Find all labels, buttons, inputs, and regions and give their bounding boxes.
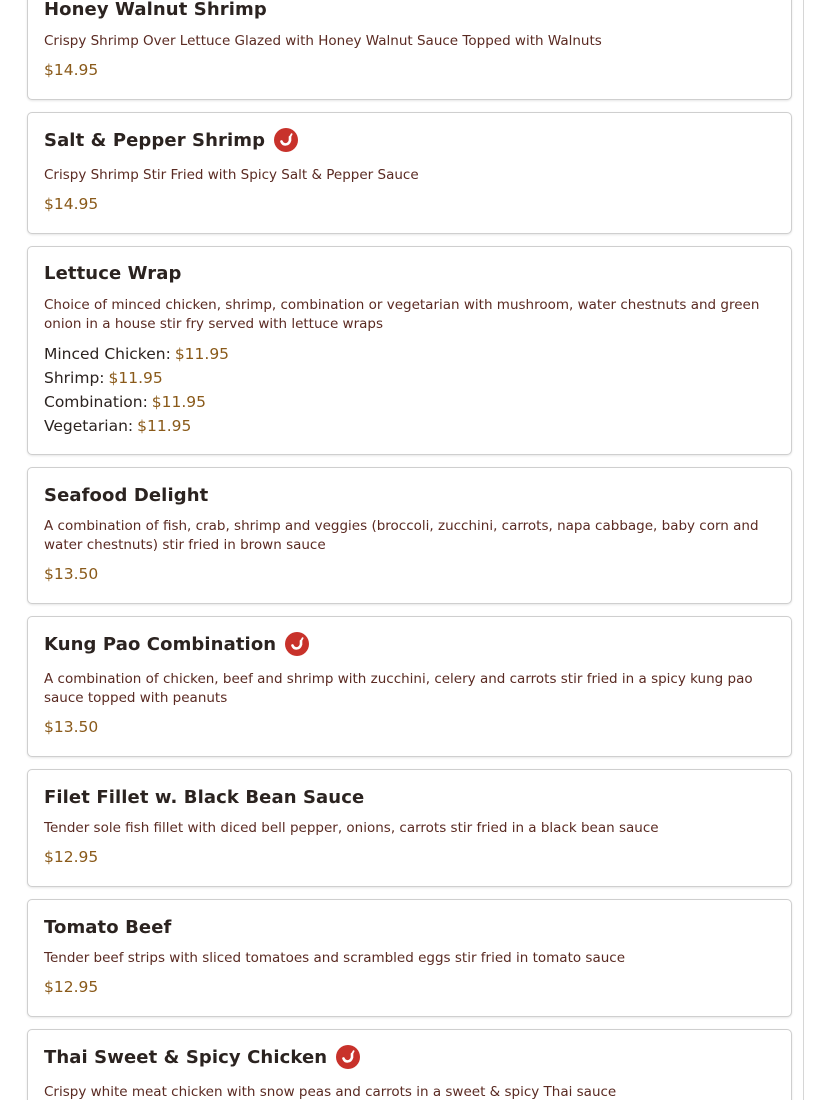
- option-label: Minced Chicken:: [44, 345, 171, 363]
- menu-item-description: Crispy white meat chicken with snow peas and carrots in a sweet & spicy Thai sauce: [44, 1084, 617, 1100]
- chili-pepper-icon: [336, 1045, 360, 1069]
- option-price: $11.95: [174, 345, 230, 363]
- menu-item-name: Salt & Pepper Shrimp: [44, 129, 266, 151]
- menu-item-name: Honey Walnut Shrimp: [44, 0, 267, 20]
- price-option: [44, 366, 775, 390]
- menu-item-price: $12.95: [44, 978, 99, 996]
- option-price: $11.95: [137, 417, 192, 435]
- price-option: [44, 414, 775, 438]
- menu-item-card[interactable]: [27, 0, 792, 100]
- menu-item-price: $13.50: [44, 718, 99, 736]
- chili-pepper-icon: [285, 632, 309, 656]
- menu-item-name: Tomato Beef: [44, 916, 172, 938]
- menu-item-price: $13.50: [44, 565, 99, 583]
- menu-item-description: Crispy Shrimp Over Lettuce Glazed with Honey Walnut Sauce Topped with Walnuts: [44, 33, 602, 49]
- menu-item-description: Crispy Shrimp Stir Fried with Spicy Salt & Pepper Sauce: [44, 167, 419, 183]
- price-options-list: [44, 342, 775, 438]
- price-option: [44, 342, 775, 366]
- option-price: $11.95: [151, 393, 207, 411]
- option-label: Vegetarian:: [44, 417, 134, 435]
- menu-item-description: A combination of chicken, beef and shrimp with zucchini, celery and carrots stir fried in a spicy kung pao sauce topped with peanuts: [44, 671, 753, 706]
- menu-item-card[interactable]: [27, 899, 792, 1017]
- scroll-track[interactable]: [803, 0, 804, 1100]
- menu-item-price: $12.95: [44, 848, 99, 866]
- menu-item-card[interactable]: [27, 769, 792, 887]
- menu-item-name: Kung Pao Combination: [44, 633, 277, 655]
- menu-item-name: Lettuce Wrap: [44, 262, 182, 284]
- menu-item-name: Filet Fillet w. Black Bean Sauce: [44, 786, 365, 808]
- menu-item-name: Seafood Delight: [44, 484, 209, 506]
- chili-pepper-icon: [274, 128, 298, 152]
- menu-item-card[interactable]: [27, 616, 792, 757]
- option-label: Shrimp:: [44, 369, 105, 387]
- menu-item-description: A combination of fish, crab, shrimp and veggies (broccoli, zucchini, carrots, napa cabbage, baby corn and water chestnuts) stir fried in brown sauce: [44, 518, 759, 553]
- menu-item-name: Thai Sweet & Spicy Chicken: [44, 1046, 328, 1068]
- menu-item-description: Choice of minced chicken, shrimp, combination or vegetarian with mushroom, water chestnuts and green onion in a house stir fry served with lettuce wraps: [44, 297, 760, 332]
- menu-item-price: $14.95: [44, 195, 99, 213]
- price-option: [44, 390, 775, 414]
- option-label: Combination:: [44, 393, 148, 411]
- menu-item-card[interactable]: [27, 246, 792, 455]
- menu-item-card[interactable]: [27, 112, 792, 234]
- menu-item-description: Tender beef strips with sliced tomatoes and scrambled eggs stir fried in tomato sauce: [44, 950, 626, 966]
- menu-item-card[interactable]: [27, 1029, 792, 1100]
- menu-item-description: Tender sole fish fillet with diced bell pepper, onions, carrots stir fried in a black bean sauce: [44, 820, 659, 836]
- option-price: $11.95: [108, 369, 163, 387]
- menu-item-price: $14.95: [44, 61, 99, 79]
- menu-item-card[interactable]: [27, 467, 792, 604]
